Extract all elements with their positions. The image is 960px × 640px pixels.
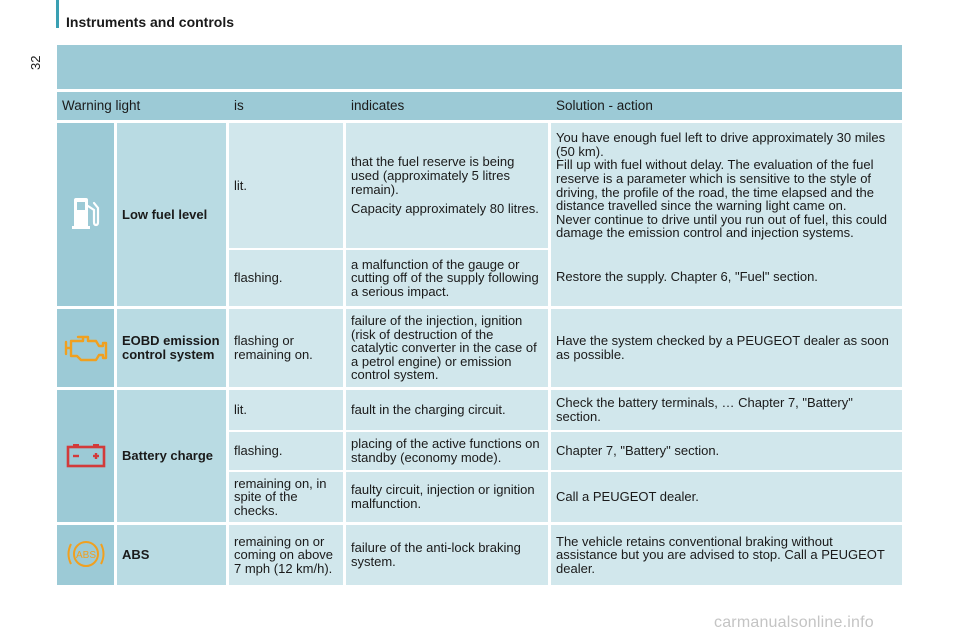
- fuel-pump-icon: [68, 192, 104, 234]
- low-fuel-lit-solution-1: You have enough fuel left to drive approximately 30 miles (50 km).: [556, 129, 886, 159]
- low-fuel-lit-state: lit.: [229, 123, 346, 248]
- abs-indicates: failure of the anti-lock braking system.: [346, 525, 551, 585]
- battery-label: Battery charge: [117, 390, 229, 522]
- battery-remaining-solution: Call a PEUGEOT dealer.: [551, 470, 902, 522]
- low-fuel-label: Low fuel level: [117, 123, 229, 306]
- abs-icon: [64, 537, 108, 571]
- abs-icon-text: ABS: [75, 549, 96, 561]
- eobd-icon-cell: [57, 309, 117, 387]
- table-row: [57, 123, 902, 248]
- eobd-solution: Have the system checked by a PEUGEOT dealer as soon as possible.: [551, 309, 902, 387]
- low-fuel-lit-solution: [551, 123, 902, 248]
- warning-lights-table: [57, 92, 902, 585]
- low-fuel-lit-solution-3: Never continue to drive until you run out of fuel, this could damage the emission control and injection systems.: [556, 211, 887, 241]
- low-fuel-lit-indicates: [346, 123, 551, 248]
- eobd-state: flashing or remaining on.: [229, 309, 346, 387]
- low-fuel-flashing-indicates: a malfunction of the gauge or cutting off of the supply following a serious impact.: [346, 248, 551, 306]
- col-header-warning-light: Warning light: [57, 92, 229, 123]
- section-accent-bar: [56, 0, 59, 28]
- header-band: [57, 45, 902, 89]
- battery-remaining-state: remaining on, in spite of the checks.: [229, 470, 346, 522]
- battery-remaining-indicates: faulty circuit, injection or ignition malfunction.: [346, 470, 551, 522]
- abs-state: remaining on or coming on above 7 mph (12 km/h).: [229, 525, 346, 585]
- table-row: [57, 390, 902, 430]
- page-number: 32: [28, 55, 43, 70]
- table-row: [57, 525, 902, 585]
- low-fuel-flashing-state: flashing.: [229, 248, 346, 306]
- eobd-label: EOBD emission control system: [117, 309, 229, 387]
- battery-icon: [66, 442, 106, 468]
- low-fuel-flashing-solution: Restore the supply. Chapter 6, "Fuel" section.: [551, 248, 902, 306]
- battery-lit-indicates: fault in the charging circuit.: [346, 390, 551, 430]
- low-fuel-lit-indicates-1: that the fuel reserve is being used (approximately 5 litres remain).: [351, 154, 515, 197]
- table-row: [57, 309, 902, 387]
- battery-lit-solution: Check the battery terminals, … Chapter 7, "Battery" section.: [551, 390, 902, 430]
- col-header-is: is: [229, 92, 346, 123]
- battery-icon-cell: [57, 390, 117, 522]
- abs-label: ABS: [117, 525, 229, 585]
- abs-icon-cell: [57, 525, 117, 585]
- battery-flashing-indicates: placing of the active functions on standby (economy mode).: [346, 430, 551, 470]
- battery-flashing-state: flashing.: [229, 430, 346, 470]
- battery-lit-state: lit.: [229, 390, 346, 430]
- col-header-solution: Solution - action: [551, 92, 902, 123]
- low-fuel-lit-indicates-2: Capacity approximately 80 litres.: [351, 201, 539, 217]
- battery-flashing-solution: Chapter 7, "Battery" section.: [551, 430, 902, 470]
- eobd-indicates: failure of the injection, ignition (risk of destruction of the catalytic converter in the case of a petrol engine) or emission control system.: [346, 309, 551, 387]
- engine-icon: [63, 331, 109, 363]
- watermark: carmanualsonline.info: [714, 614, 874, 631]
- abs-solution: The vehicle retains conventional braking without assistance but you are advised to stop. Call a PEUGEOT dealer.: [551, 525, 902, 585]
- section-title: Instruments and controls: [66, 14, 235, 30]
- low-fuel-lit-solution-2: Fill up with fuel without delay. The evaluation of the fuel reserve is a parameter which is sensitive to the style of driving, the profile of the road, the time elapsed and the distance travelled since the warning light came on.: [556, 157, 874, 214]
- low-fuel-icon-cell: [57, 123, 117, 306]
- col-header-indicates: indicates: [346, 92, 551, 123]
- table-header-row: [57, 92, 902, 123]
